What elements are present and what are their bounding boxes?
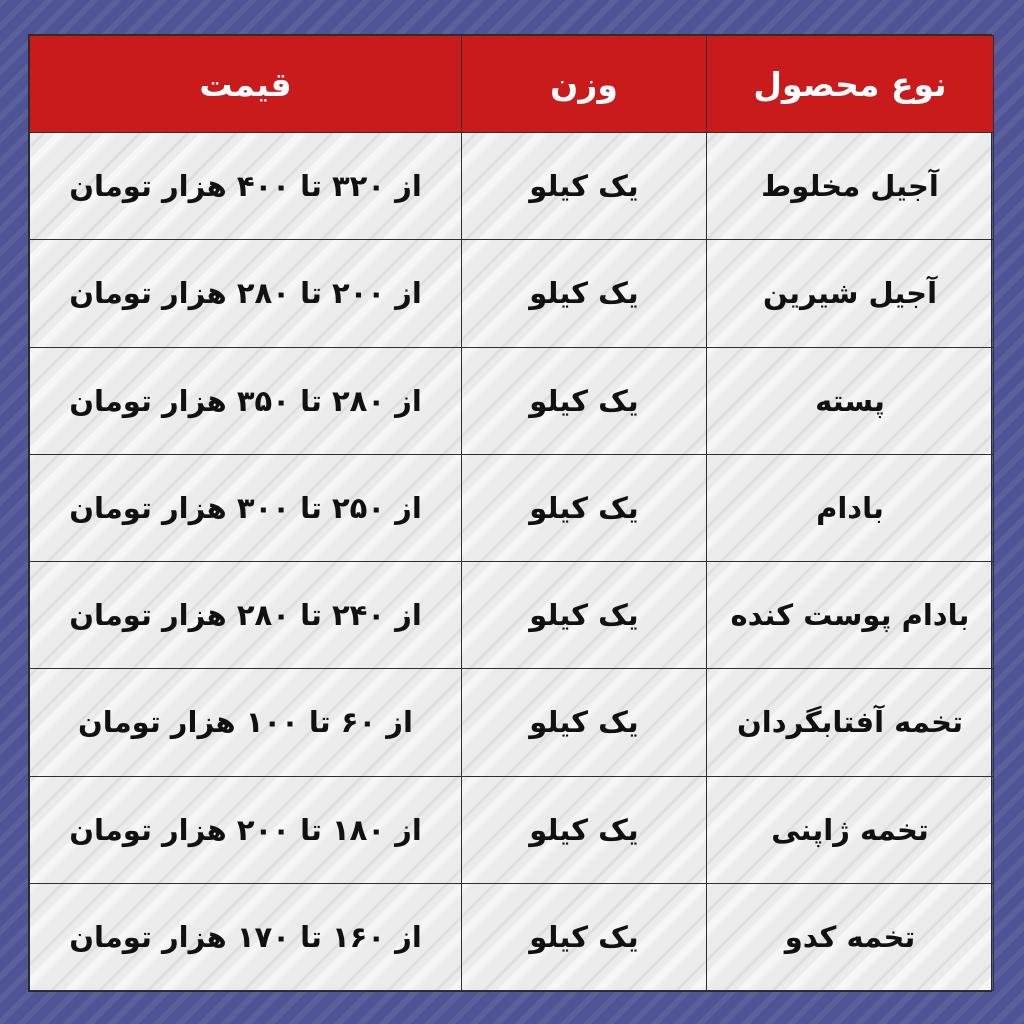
product-cell: پسته: [707, 347, 994, 454]
table-row: [30, 133, 994, 240]
table-row: [30, 240, 994, 347]
table-row: [30, 669, 994, 776]
header-price: قیمت: [30, 36, 462, 133]
price-cell: از ۶۰ تا ۱۰۰ هزار تومان: [30, 669, 462, 776]
table-row: [30, 776, 994, 883]
table-row: [30, 562, 994, 669]
price-table: [29, 35, 994, 991]
weight-cell: یک کیلو: [462, 133, 707, 240]
product-cell: تخمه ژاپنی: [707, 776, 994, 883]
header-product: نوع محصول: [707, 36, 994, 133]
price-cell: از ۲۸۰ تا ۳۵۰ هزار تومان: [30, 347, 462, 454]
price-cell: از ۲۰۰ تا ۲۸۰ هزار تومان: [30, 240, 462, 347]
price-cell: از ۱۸۰ تا ۲۰۰ هزار تومان: [30, 776, 462, 883]
price-cell: از ۱۶۰ تا ۱۷۰ هزار تومان: [30, 883, 462, 990]
weight-cell: یک کیلو: [462, 562, 707, 669]
product-cell: آجیل شیرین: [707, 240, 994, 347]
weight-cell: یک کیلو: [462, 240, 707, 347]
product-cell: بادام: [707, 454, 994, 561]
table-row: [30, 454, 994, 561]
weight-cell: یک کیلو: [462, 669, 707, 776]
product-cell: تخمه کدو: [707, 883, 994, 990]
header-row: [30, 36, 994, 133]
weight-cell: یک کیلو: [462, 454, 707, 561]
table-row: [30, 883, 994, 990]
weight-cell: یک کیلو: [462, 347, 707, 454]
price-cell: از ۲۴۰ تا ۲۸۰ هزار تومان: [30, 562, 462, 669]
header-weight: وزن: [462, 36, 707, 133]
table-row: [30, 347, 994, 454]
price-cell: از ۲۵۰ تا ۳۰۰ هزار تومان: [30, 454, 462, 561]
price-cell: از ۳۲۰ تا ۴۰۰ هزار تومان: [30, 133, 462, 240]
product-cell: آجیل مخلوط: [707, 133, 994, 240]
weight-cell: یک کیلو: [462, 776, 707, 883]
price-table-frame: [28, 34, 992, 992]
product-cell: تخمه آفتابگردان: [707, 669, 994, 776]
product-cell: بادام پوست کنده: [707, 562, 994, 669]
weight-cell: یک کیلو: [462, 883, 707, 990]
